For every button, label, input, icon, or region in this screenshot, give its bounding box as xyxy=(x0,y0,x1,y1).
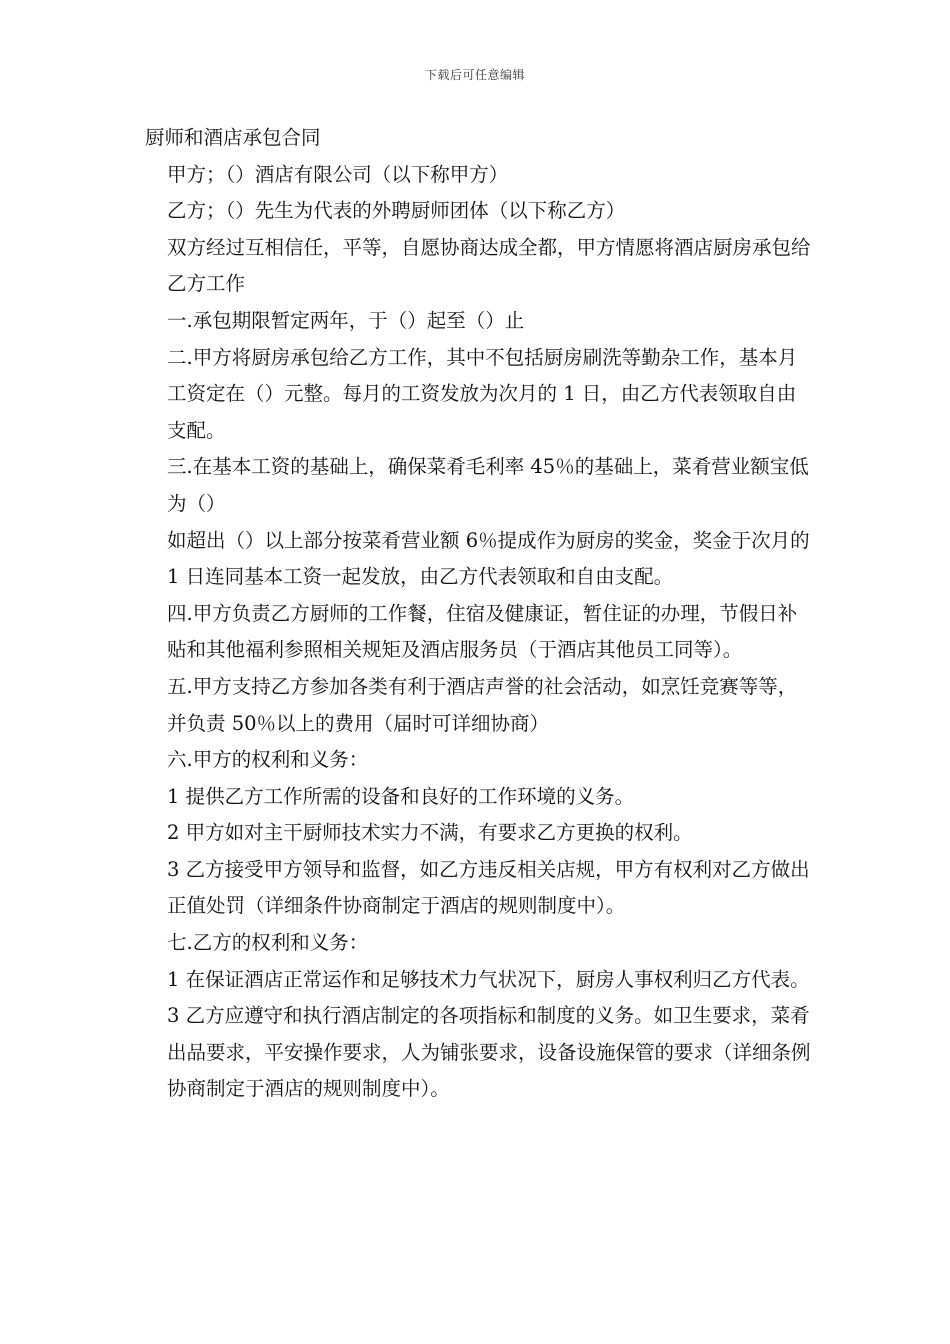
paragraph-clause-7-item-1: 1 在保证酒店正常运作和足够技术力气状况下，厨房人事权利归乙方代表。 xyxy=(167,967,810,991)
paragraph-clause-7-heading: 七.乙方的权利和义务： xyxy=(167,931,369,955)
paragraph-clause-7-item-3: 3 乙方应遵守和执行酒店制定的各项指标和制度的义务。如卫生要求，菜肴出品要求，平安操作要求，人为铺张要求，设备设施保管的要求（详细条例协商制定于酒店的规则制度中）。 xyxy=(167,1004,811,1101)
paragraph-preamble: 双方经过互相信任，平等，自愿协商达成全都，甲方情愿将酒店厨房承包给乙方工作 xyxy=(167,235,811,296)
paragraph-clause-6-item-3: 3 乙方接受甲方领导和监督，如乙方违反相关店规，甲方有权利对乙方做出正值处罚（详细条件协商制定于酒店的规则制度中）。 xyxy=(167,857,810,918)
paragraph-clause-4: 四.甲方负责乙方厨师的工作餐，住宿及健康证，暂住证的办理，节假日补贴和其他福利参照相关规矩及酒店服务员（于酒店其他员工同等）。 xyxy=(167,601,798,662)
paragraph-party-b: 乙方；（）先生为代表的外聘厨师团体（以下称乙方） xyxy=(167,199,626,223)
contract-body xyxy=(145,120,815,1108)
paragraph-party-a: 甲方；（）酒店有限公司（以下称甲方） xyxy=(167,162,509,186)
paragraph-clause-6-heading: 六.甲方的权利和义务： xyxy=(167,748,369,772)
paragraph-clause-1: 一.承包期限暂定两年，于（）起至（）止 xyxy=(167,308,525,332)
paragraph-clause-6-item-2: 2 甲方如对主干厨师技术实力不满，有要求乙方更换的权利。 xyxy=(167,821,693,845)
paragraph-clause-2: 二.甲方将厨房承包给乙方工作，其中不包括厨房刷洗等勤杂工作，基本月工资定在（）元整。每月的工资发放为次月的 1 日，由乙方代表领取自由支配。 xyxy=(167,345,798,442)
paragraph-clause-5: 五.甲方支持乙方参加各类有利于酒店声誉的社会活动，如烹饪竞赛等等，并负责 50％以上的费用（届时可详细协商） xyxy=(167,674,798,735)
page-header-note: 下载后可任意编辑 xyxy=(424,68,525,82)
paragraph-clause-6-item-1: 1 提供乙方工作所需的设备和良好的工作环境的义务。 xyxy=(167,784,635,808)
document-title: 厨师和酒店承包合同 xyxy=(145,126,321,149)
paragraph-clause-3-bonus: 如超出（）以上部分按菜肴营业额 6％提成作为厨房的奖金，奖金于次月的 1 日连同基本工资一起发放，由乙方代表领取和自由支配。 xyxy=(167,528,810,589)
paragraph-clause-3: 三.在基本工资的基础上，确保菜肴毛利率 45％的基础上，菜肴营业额宝低为（） xyxy=(167,455,809,515)
